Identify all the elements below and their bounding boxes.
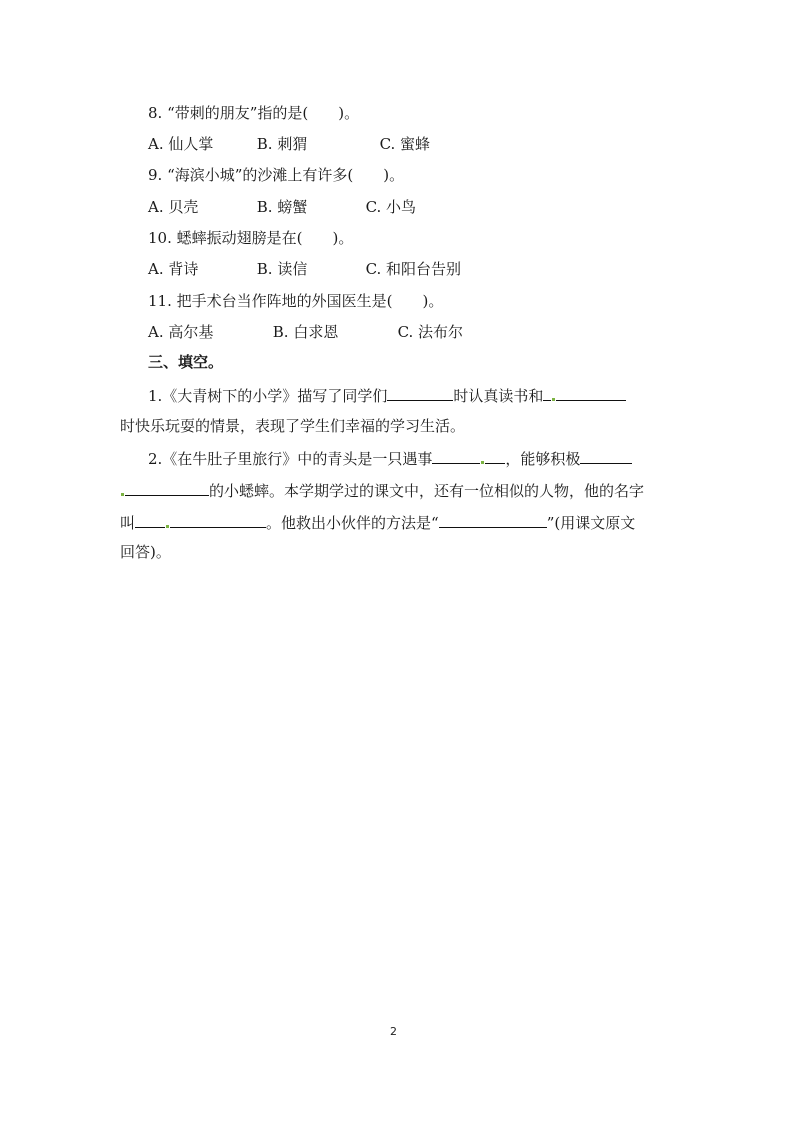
- fill-text: 叫: [120, 514, 136, 532]
- option-a: A. 仙人掌: [148, 135, 214, 153]
- option-c: C. 小鸟: [365, 198, 417, 216]
- fill-item-2-line-2: [120, 479, 644, 501]
- option-a: A. 高尔基: [148, 323, 214, 341]
- question-9: [148, 165, 404, 185]
- question-number: 9.: [148, 166, 163, 184]
- fill-text: 1.《大青树下的小学》描写了同学们: [148, 387, 388, 405]
- answer-blank[interactable]: [543, 384, 551, 401]
- option-c: C. 蜜蜂: [379, 135, 431, 153]
- question-8-options: [148, 134, 430, 154]
- answer-blank[interactable]: [125, 479, 209, 496]
- fill-text: 时认真读书和: [453, 387, 544, 405]
- question-number: 8.: [148, 104, 163, 122]
- fill-item-1-line-1: [148, 384, 626, 406]
- fill-text: 。他救出小伙伴的方法是“: [266, 514, 439, 532]
- edit-mark-icon: [166, 525, 169, 528]
- question-11: [148, 291, 443, 311]
- edit-mark-icon: [481, 461, 484, 464]
- fill-text: ，能够积极: [505, 450, 581, 468]
- answer-blank[interactable]: [439, 511, 547, 528]
- question-stem: 蟋蟀振动翅膀是在( )。: [176, 229, 354, 247]
- fill-text: 2.《在牛肚子里旅行》中的青头是一只遇事: [148, 450, 433, 468]
- edit-mark-icon: [121, 493, 124, 496]
- question-8: [148, 103, 359, 123]
- question-10-options: [148, 259, 461, 279]
- edit-mark-icon: [552, 398, 555, 401]
- option-a: A. 贝壳: [148, 198, 199, 216]
- fill-item-2-line-4: 回答)。: [120, 543, 171, 561]
- option-b: B. 白求恩: [272, 323, 339, 341]
- option-b: B. 螃蟹: [256, 198, 308, 216]
- answer-blank[interactable]: [387, 384, 453, 401]
- answer-blank[interactable]: [485, 447, 505, 464]
- fill-text: ”(用课文原文: [546, 514, 636, 532]
- question-11-options: [148, 322, 463, 342]
- option-c: C. 法布尔: [397, 323, 464, 341]
- question-number: 10.: [148, 229, 172, 247]
- question-9-options: [148, 197, 416, 217]
- answer-blank[interactable]: [556, 384, 626, 401]
- question-stem: “海滨小城”的沙滩上有许多( )。: [167, 166, 405, 184]
- question-stem: 把手术台当作阵地的外国医生是( )。: [176, 292, 444, 310]
- fill-item-2-line-1: [148, 447, 632, 469]
- option-b: B. 刺猬: [256, 135, 308, 153]
- answer-blank[interactable]: [135, 511, 165, 528]
- answer-blank[interactable]: [580, 447, 632, 464]
- option-c: C. 和阳台告别: [365, 260, 462, 278]
- question-10: [148, 228, 353, 248]
- fill-item-1-line-2: 时快乐玩耍的情景，表现了学生们幸福的学习生活。: [120, 417, 466, 435]
- question-number: 11.: [148, 292, 172, 310]
- question-stem: “带刺的朋友”指的是( )。: [167, 104, 360, 122]
- fill-text: 的小蟋蟀。本学期学过的课文中，还有一位相似的人物，他的名字: [209, 482, 645, 500]
- answer-blank[interactable]: [170, 511, 266, 528]
- section-heading: 三、填空。: [148, 353, 224, 371]
- answer-blank[interactable]: [432, 447, 480, 464]
- option-a: A. 背诗: [148, 260, 199, 278]
- option-b: B. 读信: [256, 260, 308, 278]
- page-number: 2: [390, 1025, 397, 1038]
- fill-item-2-line-3: [120, 511, 635, 533]
